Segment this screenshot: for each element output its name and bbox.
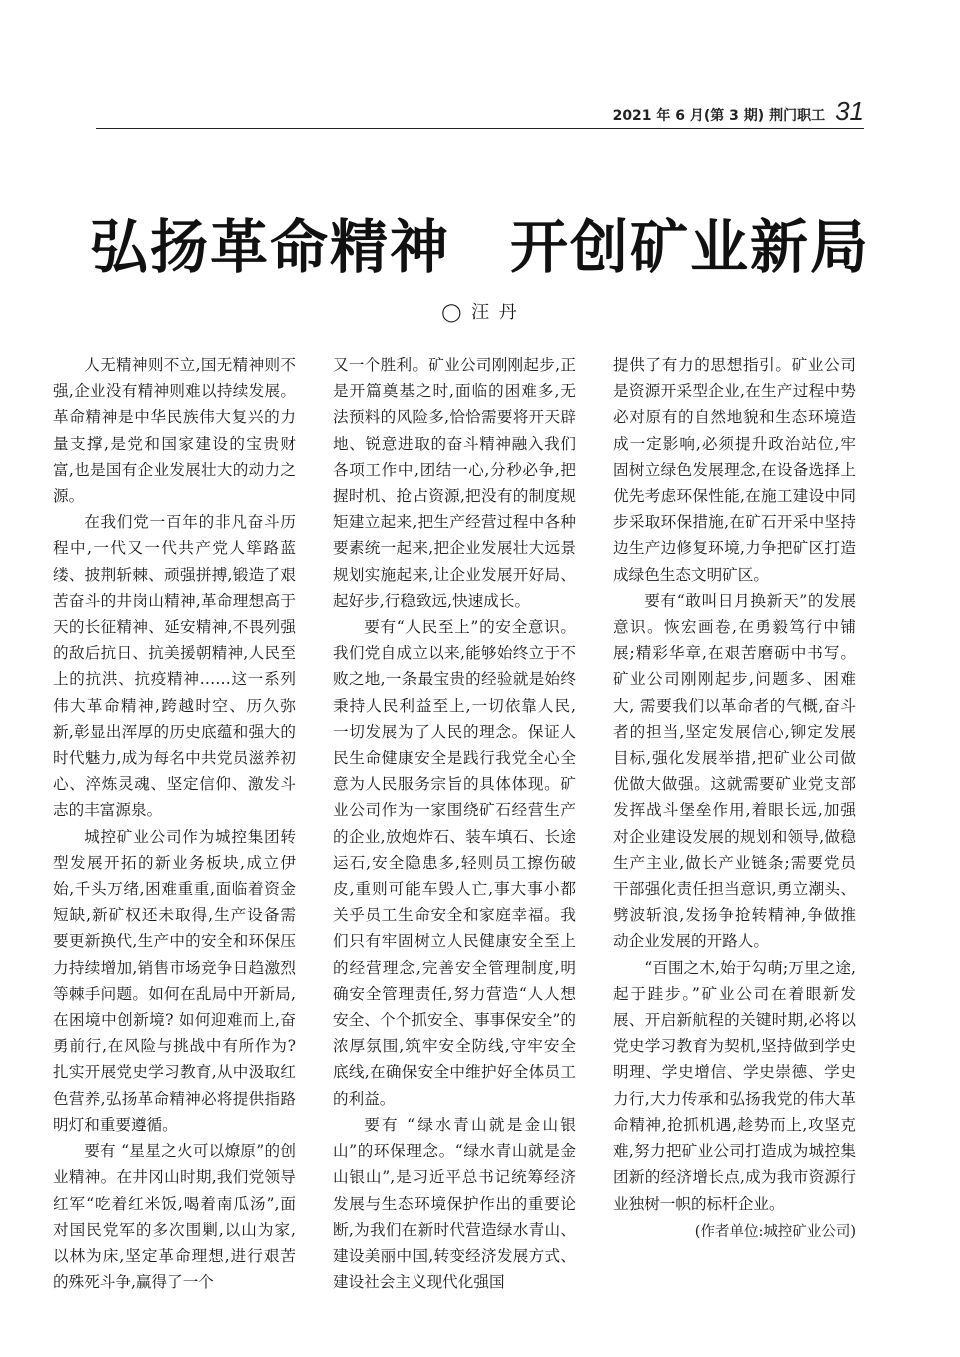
paragraph-company: 城控矿业公司作为城控集团转型发展开拓的新业务板块,成立伊始,千头万绪,困难重重,面临着资金短缺,新矿权还未取得,生产设备需要更新换代,生产中的安全和环保压力持续增加,销售市场竞争日趋激烈等棘手问题。如何在乱局中开新局,在困境中创新境? 如何迎难而上,奋勇前行,在风险与挑战中有所作为?扎实开展党史学习教育,从中汲取红色营养,弘扬革命精神必将提供指路明灯和重要遵循。 bbox=[53, 827, 296, 1134]
paragraph-startup-spirit: 要有 “星星之火可以燎原”的创业精神。在井冈山时期,我们党领导红军“吃着红米饭,喝着南瓜汤”,面对国民党军的多次围剿,以山为家,以林为床,坚定革命理想,进行艰苦的殊死斗争,赢得了一个 bbox=[53, 1142, 296, 1292]
text-column-2 bbox=[333, 352, 576, 1295]
page-header bbox=[613, 96, 864, 127]
paragraph-intro: 人无精神则不立,国无精神则不强,企业没有精神则难以持续发展。革命精神是中华民族伟大复兴的力量支撑,是党和国家建设的宝贵财富,也是国有企业发展壮大的动力之源。 bbox=[53, 356, 296, 506]
page-number: 31 bbox=[835, 96, 864, 126]
paragraph-history: 在我们党一百年的非凡奋斗历程中,一代又一代共产党人筚路蓝缕、披荆斩棘、顽强拼搏,锻造了艰苦奋斗的井岗山精神,革命理想高于天的长征精神、延安精神,不畏列强的敌后抗日、抗美援朝精神,人民至上的抗洪、抗疫精神……这一系列伟大革命精神,跨越时空、历久弥新,彰显出浑厚的历史底蕴和强大的时代魅力,成为每名中共党员滋养初心、淬炼灵魂、坚定信仰、激发斗志的丰富源泉。 bbox=[53, 513, 296, 820]
paragraph-safety: 要有“人民至上”的安全意识。我们党自成立以来,能够始终立于不败之地,一条最宝贵的经验就是始终秉持人民利益至上,一切依靠人民,一切发展为了人民的理念。保证人民生命健康安全是践行我党全心全意为人民服务宗旨的具体体现。矿业公司作为一家围绕矿石经营生产的企业,放炮炸石、装车填石、长途运石,安全隐患多,轻则员工擦伤破皮,重则可能车毁人亡,事大事小都关乎员工生命安全和家庭幸福。我们只有牢固树立人民健康安全至上的经营理念,完善安全管理制度,明确安全管理责任,努力营造“人人想安全、个个抓安全、事事保安全”的浓厚氛围,筑牢安全防线,守牢安全底线,在确保安全中维护好全体员工的利益。 bbox=[333, 618, 576, 1108]
paragraph-environment-cont: 提供了有力的思想指引。矿业公司是资源开采型企业,在生产过程中势必对原有的自然地貌和生态环境造成一定影响,必须提升政治站位,牢固树立绿色发展理念,在设备选择上优先考虑环保性能,在施工建设中同步采取环保措施,在矿石开采中坚持边生产边修复环境,力争把矿区打造成绿色生态文明矿区。 bbox=[613, 356, 856, 584]
author-affiliation: (作者单位:城控矿业公司) bbox=[694, 1223, 856, 1240]
text-column-3 bbox=[613, 352, 856, 1245]
paragraph-conclusion: “百围之木,始于勾萌;万里之途,起于跬步。”矿业公司在着眼新发展、开启新航程的关键时期,必将以党史学习教育为契机,坚持做到学史明理、学史增信、学史崇德、学史力行,大力传承和弘扬我党的伟大革命精神,抢抓机遇,趁势而上,攻坚克难,努力把矿业公司打造成为城控集团新的经济增长点,成为我市资源行业独树一帜的标杆企业。 bbox=[613, 958, 856, 1213]
paragraph-environment: 要有 “绿水青山就是金山银山”的环保理念。“绿水青山就是金山银山”,是习近平总书记统筹经济发展与生态环境保护作出的重要论断,为我们在新时代营造绿水青山、建设美丽中国,转变经济发展方式、建设社会主义现代化强国 bbox=[333, 1115, 576, 1292]
issue-info: 2021 年 6 月(第 3 期) 荆门职工 bbox=[612, 108, 826, 124]
article-title: 弘扬革命精神 开创矿业新局 bbox=[89, 213, 870, 281]
paragraph-development: 要有“敢叫日月换新天”的发展意识。恢宏画卷,在勇毅笃行中铺展;精彩华章,在艰苦磨砺中书写。矿业公司刚刚起步,问题多、困难大, 需要我们以革命者的气概,奋斗者的担当,坚定发展信心,铆定发展目标,强化发展举措,把矿业公司做优做大做强。这就需要矿业党支部发挥战斗堡垒作用,着眼长远,加强对企业建设发展的规划和领导,做稳生产主业,做长产业链条;需要党员干部强化责任担当意识,勇立潮头、劈波斩浪,发扬争抢转精神,争做推动企业发展的开路人。 bbox=[613, 591, 856, 951]
paragraph-startup-spirit-cont: 又一个胜利。矿业公司刚刚起步,正是开篇奠基之时,面临的困难多,无法预料的风险多,恰恰需要将开天辟地、锐意进取的奋斗精神融入我们各项工作中,团结一心,分秒必争,把握时机、抢占资源,把没有的制度规矩建立起来,把生产经营过程中各种要素统一起来,把企业发展壮大远景规划实施起来,让企业发展开好局、起好步,行稳致远,快速成长。 bbox=[333, 356, 576, 610]
author-byline: ◯ 汪 丹 bbox=[441, 302, 519, 323]
header-rule bbox=[96, 128, 864, 129]
text-column-1 bbox=[53, 352, 296, 1295]
